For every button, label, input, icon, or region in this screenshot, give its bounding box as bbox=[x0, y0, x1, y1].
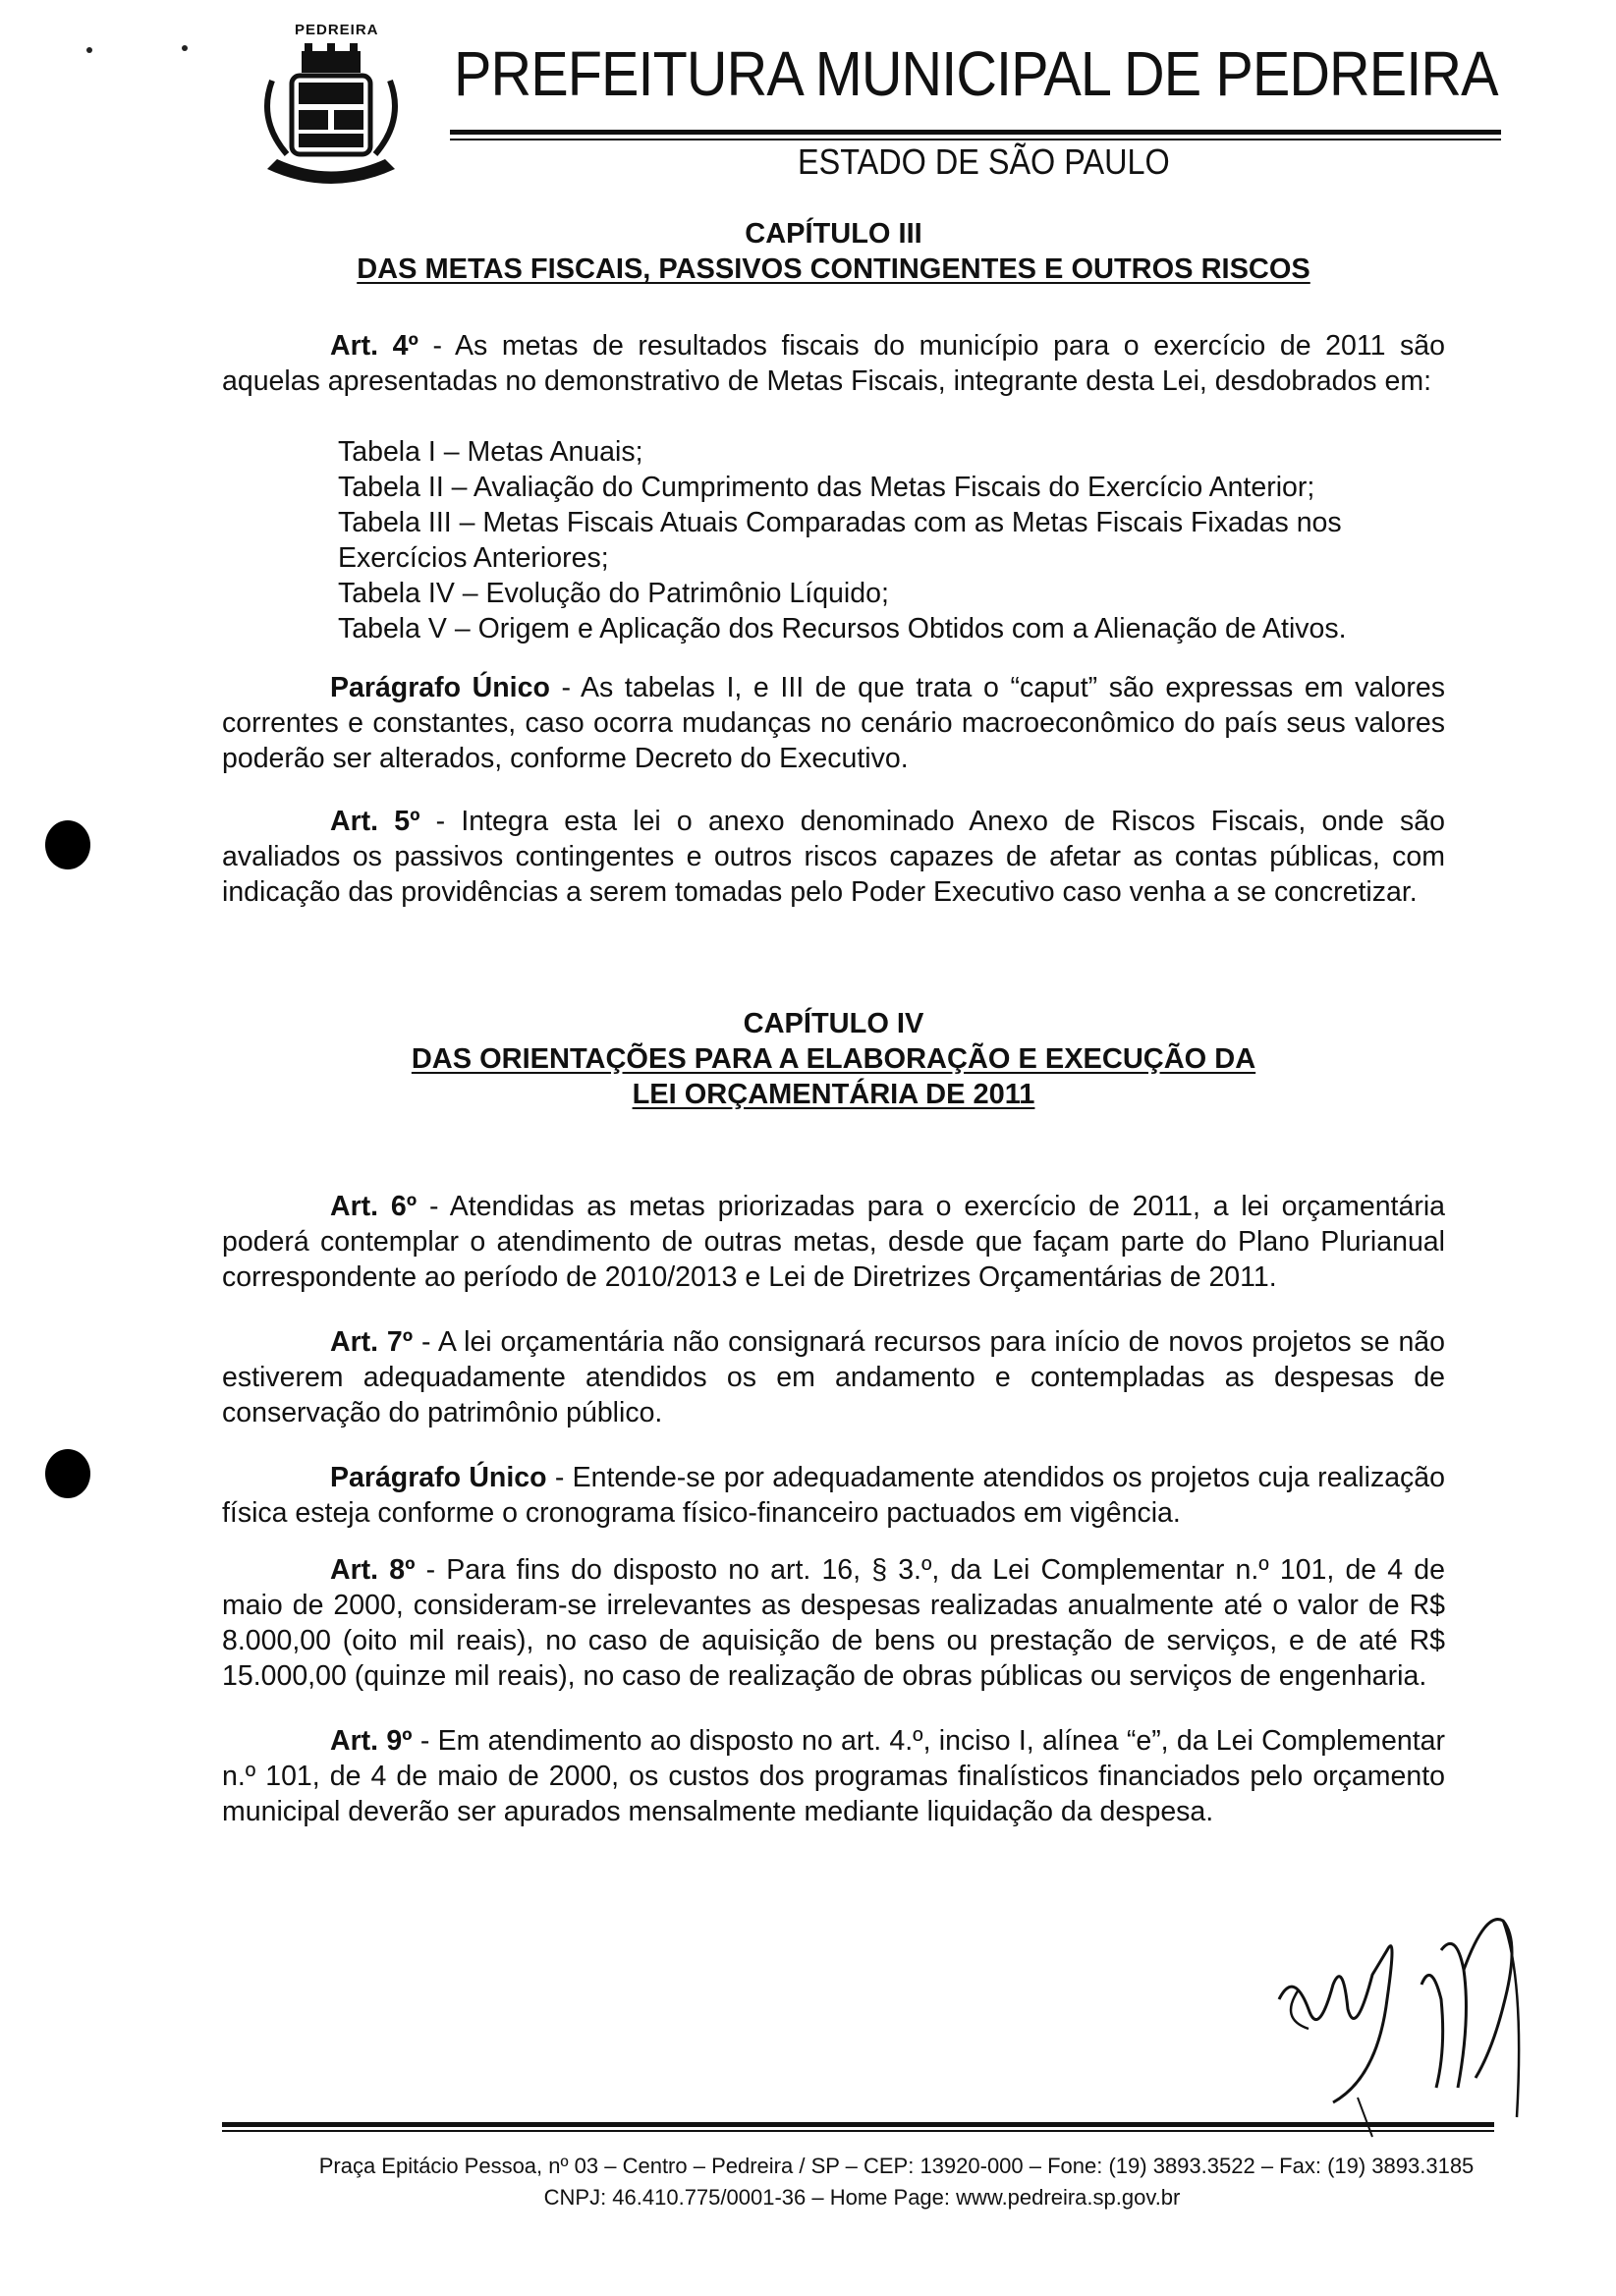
article-text: - Integra esta lei o anexo denominado Anexo de Riscos Fiscais, onde são avaliados os passivos contingentes e outros riscos capazes de afetar as contas públicas, com indicação das providências a serem tomadas pelo Poder Executivo caso venha a se concretizar. bbox=[222, 806, 1446, 908]
article-text: - A lei orçamentária não consignará recursos para início de novos projetos se não estiverem adequadamente atendidos os em andamento e contempladas as despesas de conservação do patrimônio público. bbox=[222, 1326, 1445, 1428]
chapter-title-line-1: DAS ORIENTAÇÕES PARA A ELABORAÇÃO E EXECUÇÃO DA bbox=[411, 1043, 1256, 1075]
municipal-crest-icon bbox=[248, 22, 415, 189]
chapter-iii-heading bbox=[222, 216, 1445, 287]
scan-speck bbox=[182, 45, 188, 51]
footer-address: Praça Epitácio Pessoa, nº 03 – Centro – Pedreira / SP – CEP: 13920-000 – Fone: (19) 3893.3522 – Fax: (19) 3893.3185 bbox=[318, 2154, 1475, 2178]
article-number: Art. 6º bbox=[330, 1191, 418, 1222]
article-7-sole-paragraph bbox=[222, 1460, 1445, 1531]
header-rule-thin bbox=[450, 139, 1501, 140]
chapter-title: DAS METAS FISCAIS, PASSIVOS CONTINGENTES E OUTROS RISCOS bbox=[357, 253, 1310, 285]
paragraph-text: - As tabelas I, e III de que trata o “caput” são expressas em valores correntes e constantes, caso ocorra mudanças no cenário macroeconômico do país seus valores poderão ser alterados, conforme Decreto do Executivo. bbox=[222, 672, 1445, 774]
header-rule bbox=[450, 130, 1501, 135]
article-number: Art. 4º bbox=[330, 330, 418, 362]
paragraph-label: Parágrafo Único bbox=[330, 672, 550, 703]
article-6 bbox=[222, 1189, 1445, 1295]
article-4 bbox=[222, 328, 1445, 399]
chapter-iv-heading bbox=[222, 1006, 1445, 1112]
paragraph-text: - Entende-se por adequadamente atendidos os projetos cuja realização física esteja conforme o cronograma físico-financeiro pactuados em vigência. bbox=[222, 1462, 1446, 1529]
paragraph-label: Parágrafo Único bbox=[330, 1462, 547, 1493]
page-title: PREFEITURA MUNICIPAL DE PEDREIRA bbox=[454, 38, 1498, 109]
crest-town-label: PEDREIRA bbox=[295, 22, 379, 38]
article-number: Art. 5º bbox=[330, 806, 420, 837]
list-item: Tabela III – Metas Fiscais Atuais Comparadas com as Metas Fiscais Fixadas nos Exercícios Anteriores; bbox=[338, 507, 1342, 574]
article-8 bbox=[222, 1552, 1445, 1694]
article-7 bbox=[222, 1324, 1445, 1430]
article-text: - As metas de resultados fiscais do município para o exercício de 2011 são aquelas apresentadas no demonstrativo de Metas Fiscais, integrante desta Lei, desdobrados em: bbox=[222, 330, 1445, 397]
list-item: Tabela I – Metas Anuais; bbox=[338, 436, 643, 468]
chapter-label: CAPÍTULO IV bbox=[743, 1008, 924, 1039]
article-number: Art. 8º bbox=[330, 1554, 416, 1586]
article-text: - Em atendimento ao disposto no art. 4.º, inciso I, alínea “e”, da Lei Complementar n.º 101, de 4 de maio de 2000, os custos dos programas finalísticos financiados pelo orçamento municipal deverão ser apurados mensalmente mediante liquidação da despesa. bbox=[222, 1725, 1445, 1827]
article-4-sole-paragraph bbox=[222, 670, 1445, 776]
punch-hole bbox=[45, 1449, 90, 1498]
list-item: Tabela II – Avaliação do Cumprimento das Metas Fiscais do Exercício Anterior; bbox=[338, 472, 1315, 503]
article-number: Art. 9º bbox=[330, 1725, 413, 1757]
article-9 bbox=[222, 1723, 1445, 1829]
chapter-label: CAPÍTULO III bbox=[745, 218, 922, 250]
list-item: Tabela IV – Evolução do Patrimônio Líquido; bbox=[338, 578, 889, 609]
list-item: Tabela V – Origem e Aplicação dos Recursos Obtidos com a Alienação de Ativos. bbox=[338, 613, 1347, 644]
footer-rule-thin bbox=[222, 2130, 1494, 2132]
punch-hole bbox=[45, 820, 90, 869]
footer-rule bbox=[222, 2122, 1494, 2127]
tables-list bbox=[338, 434, 1445, 646]
scan-speck bbox=[86, 47, 92, 53]
document-body bbox=[222, 216, 1445, 1829]
article-text: - Atendidas as metas priorizadas para o exercício de 2011, a lei orçamentária poderá contemplar o atendimento de outras metas, desde que façam parte do Plano Plurianual correspondente ao período de 2010/2013 e Lei de Diretrizes Orçamentárias de 2011. bbox=[222, 1191, 1445, 1293]
footer-cnpj: CNPJ: 46.410.775/0001-36 – Home Page: www.pedreira.sp.gov.br bbox=[543, 2185, 1181, 2210]
article-number: Art. 7º bbox=[330, 1326, 414, 1358]
article-5 bbox=[222, 804, 1445, 910]
article-text: - Para fins do disposto no art. 16, § 3.º, da Lei Complementar n.º 101, de 4 de maio de 2000, consideram-se irrelevantes as despesas realizadas anualmente até o valor de R$ 8.000,00 (oito mil reais), no caso de aquisição de bens ou prestação de serviços, e de até R$ 15.000,00 (quinze mil reais), no caso de realização de obras públicas ou serviços de engenharia. bbox=[222, 1554, 1446, 1692]
chapter-title-line-2: LEI ORÇAMENTÁRIA DE 2011 bbox=[632, 1079, 1035, 1110]
page-subtitle: ESTADO DE SÃO PAULO bbox=[798, 141, 1170, 182]
